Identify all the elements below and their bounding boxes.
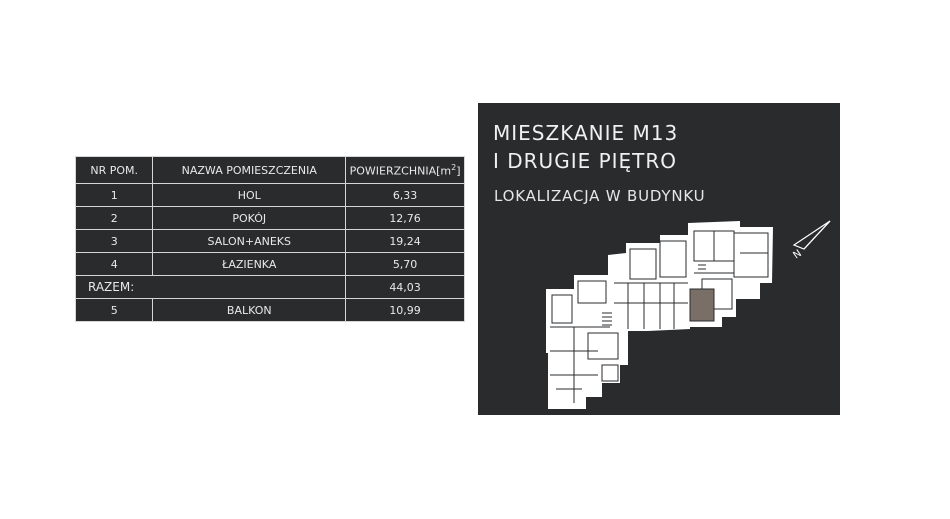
room-area: 19,24 xyxy=(346,230,465,253)
header-room-number: NR POM. xyxy=(76,157,153,184)
room-area: 10,99 xyxy=(346,299,465,322)
room-number: 5 xyxy=(76,299,153,322)
table-row xyxy=(76,230,465,253)
north-arrow-icon xyxy=(794,221,830,249)
room-area: 12,76 xyxy=(346,207,465,230)
table-row xyxy=(76,184,465,207)
total-label: RAZEM: xyxy=(76,276,346,299)
room-area: 5,70 xyxy=(346,253,465,276)
room-number: 2 xyxy=(76,207,153,230)
header-area-unit-exponent: 2 xyxy=(451,162,457,172)
room-name: POKÓJ xyxy=(153,207,346,230)
header-area xyxy=(346,157,465,184)
floor-title: I DRUGIE PIĘTRO xyxy=(493,149,678,173)
room-name: ŁAZIENKA xyxy=(153,253,346,276)
room-area: 6,33 xyxy=(346,184,465,207)
room-name: BALKON xyxy=(153,299,346,322)
apartment-title: MIESZKANIE M13 xyxy=(493,121,679,145)
total-area: 44,03 xyxy=(346,276,465,299)
room-number: 4 xyxy=(76,253,153,276)
table-row xyxy=(76,207,465,230)
north-label: N xyxy=(791,248,804,262)
total-row xyxy=(76,276,465,299)
room-name: HOL xyxy=(153,184,346,207)
table-row xyxy=(76,299,465,322)
room-name: SALON+ANEKS xyxy=(153,230,346,253)
building-plan xyxy=(478,103,840,415)
header-room-name: NAZWA POMIESZCZENIA xyxy=(153,157,346,184)
apartment-m13-highlight xyxy=(690,289,714,321)
room-number: 1 xyxy=(76,184,153,207)
table-row xyxy=(76,253,465,276)
location-subtitle: LOKALIZACJA W BUDYNKU xyxy=(494,187,706,205)
room-number: 3 xyxy=(76,230,153,253)
room-area-table xyxy=(75,156,465,322)
table-header-row xyxy=(76,157,465,184)
header-area-label: POWIERZCHNIA[m xyxy=(349,164,452,178)
header-area-bracket: ] xyxy=(456,164,461,178)
location-panel xyxy=(478,103,840,415)
